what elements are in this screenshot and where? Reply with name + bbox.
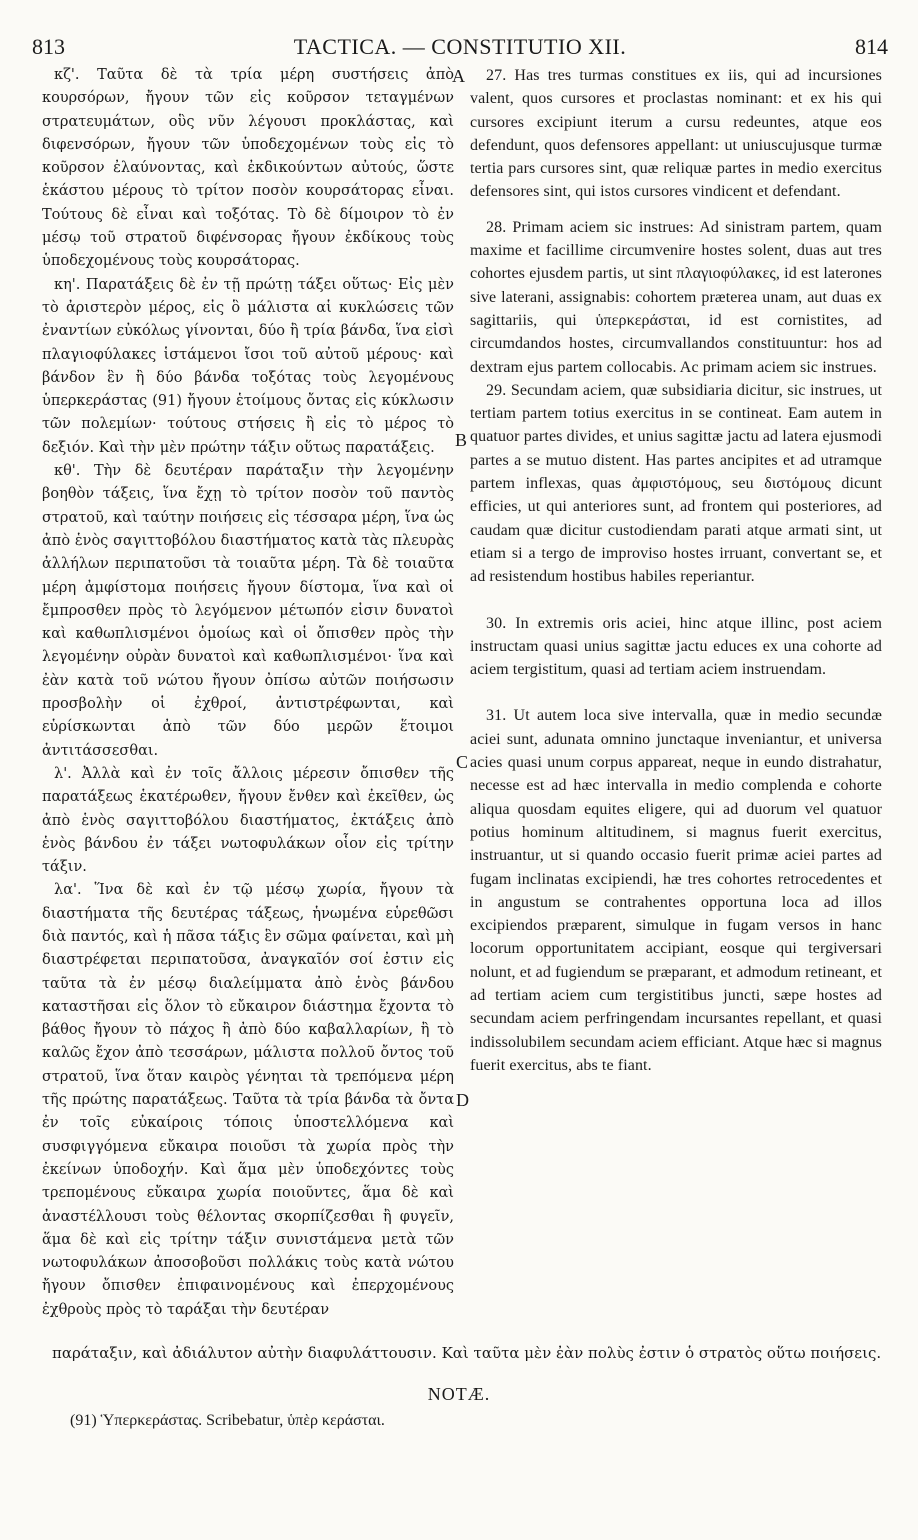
latin-paragraph-28: 28. Primam aciem sic instrues: Ad sinistram partem, quam maxime et facillime circumvenire hostes solent, duas aut tres cohortes ejusdem partis, ut sint πλαγιοφύλακες, id est laterones sive laterani, assignabis: cohortem præterea unam, aut duas ex sagittariis, qui ὑπερκεράσται, id est cornistites, ad circumdandos hostes, circumvallandos constituuntur: hos ad dextram ejus partem collocabis. Ac primam aciem sic instrues. <box>470 218 882 376</box>
page-number-right: 814 <box>855 34 888 59</box>
margin-marker-d: D <box>456 1090 469 1110</box>
margin-marker-c: C <box>456 752 469 772</box>
page-number-left: 813 <box>32 34 65 59</box>
latin-column <box>470 64 882 1077</box>
greek-paragraph-30: λ'. Ἀλλὰ καὶ ἐν τοῖς ἄλλοις μέρεσιν ὄπισθεν τῆς παρατάξεως ἑκατέρωθεν, ἤγουν ἔνθεν καὶ ἐκεῖθεν, ὡς ἀπὸ ἑνὸς σαγιττοβόλου διαστήματος, ἐκτάξεις ἀπὸ ἑνὸς βάνδου ἐν τάξει νωτοφυλάκων οἷον εἰς τρίτην τάξιν. <box>42 765 454 876</box>
greek-paragraph-29: κθ'. Τὴν δὲ δευτέραν παράταξιν τὴν λεγομένην βοηθὸν τάξεις, ἵνα ἔχῃ τὸ τρίτον ποσὸν τοῦ παντὸς στρατοῦ, καὶ ταύτην ποιήσεις εἰς τέσσαρα μέρη, ἵνα ὡς ἀπὸ ἑνὸς σαγιττοβόλου διαστήματος κατὰ τὰς πλευρὰς ἀλλήλων περιπατοῦσι τὰ τοιαῦτα μέρη. Τὰ δὲ τοιαῦτα μέρη ἀμφίστομα ποιήσεις ἤγουν δίστομα, ἵνα καὶ οἱ ἔμπροσθεν πρὸς τὸ λεγόμενον μέτωπόν εἰσιν δυνατοὶ καὶ καθωπλισμένοι ὁμοίως καὶ οἱ ὄπισθεν πρὸς τὴν λεγομένην οὐρὰν δυνατοὶ καὶ καθωπλισμένοι· ἵνα καὶ ἐὰν κατὰ τοῦ νώτου ἤγουν ὀπίσω αὐτῶν ποιήσωσιν προσβολὴν οἱ ἐχθροί, ἀντιστρέφωνται, καὶ εὑρίσκωνται ἀπὸ τῶν δύο μερῶν ἕτοιμοι ἀντιτάσσεσθαι. <box>42 463 454 759</box>
latin-paragraph-31: 31. Ut autem loca sive intervalla, quæ in medio secundæ aciei sunt, adunata omnino junctaque inveniantur, et universa acies quasi unum corpus appareat, neque in eundo distrahatur, necesse est ad hæc intervalla in medio complenda e cohorte aliqua quosdam equites eligere, qui ad duorum vel quatuor potius hominum altitudinem, si magnus fuerit exercitus, instruantur, ut si quando occasio fuerit primæ aciei partes ad fugam inclinatas excipiendi, hæ tres cohortes retrocedentes et in angustum se contrahentes opportuna loca ad illos excipiendos præparent, simulque in fugam versos in hanc locorum opportunitatem accipiant, eosque qui tergiversari nolunt, et ad fugiendum se præparant, et admodum retineant, et ad tertiam aciem cum tergistitibus juncti, sæpe hostes ad secundam aciem perfringendam incursantes repellant, et quasi indissolubilem secundam aciem efficiant. Atque hæc si magnus fuerit exercitus, abs te fiant. <box>470 707 882 1074</box>
note-91: (91) Ὑπερκεράστας. Scribebatur, ὑπὲρ κεράσται. <box>70 1412 385 1429</box>
greek-paragraph-27: κζ'. Ταῦτα δὲ τὰ τρία μέρη συστήσεις ἀπὸ κουρσόρων, ἤγουν τῶν εἰς κοῦρσον τεταγμένων στρατευμάτων, οὓς νῦν λέγουσι προκλάστας, καὶ διφενσόρων, ἤγουν τῶν ὑποδεχομένων τοὺς εἰς τὸ κοῦρσον ἐλαύνοντας, καὶ ἐκδικούντων αὐτούς, ὥστε ἑκάστου μέρους τὸ τρίτον ποσὸν κουρσάτορας εἶναι. Τούτους δὲ εἶναι καὶ τοξότας. Τὸ δὲ δίμοιρον τὸ ἐν μέσῳ τοῦ στρατοῦ διφένσορας ἤγουν ἐκδίκους τοὺς ὑποδεχομένους τοὺς κουρσάτορας. <box>42 67 454 270</box>
latin-paragraph-30: 30. In extremis oris aciei, hinc atque illinc, post aciem instructam quasi unius sagittæ jactu educes ex una cohorte ad aciem tergistitum, quasi ad tertiam aciem instruendam. <box>470 614 882 679</box>
page-header <box>32 34 888 64</box>
notes-heading: NOTÆ. <box>427 1384 491 1404</box>
latin-paragraph-27: 27. Has tres turmas constitues ex iis, qui ad incursiones valent, quos cursores et proclastas nominant: et ex his qui cursores excipiunt iterum a cursu redeuntes, atque eos defendunt, quos defensores appellant: ut uniuscujusque turmæ tertia pars cursores sint, quæ reliquæ partes in medio exercitus defensores sint, qui istos cursores vindicent et defendant. <box>470 67 882 201</box>
greek-paragraph-28: κη'. Παρατάξεις δὲ ἐν τῇ πρώτῃ τάξει οὕτως· Εἰς μὲν τὸ ἀριστερὸν μέρος, εἰς ὃ μάλιστα αἱ κυκλώσεις τῶν ἐναντίων εὐκόλως γίνονται, δύο ἢ τρία βάνδα, ἵνα εἰσὶ πλαγιοφύλακες ἱστάμενοι ἴσοι τοῦ αὐτοῦ μέρους· καὶ βάνδον ἓν ἢ δύο βάνδα τοξότας τοὺς λεγομένους ὑπερκεράστας (91) ἤγουν ἑτοίμους ὄντας εἰς κύκλωσιν τῶν πολεμίων· τούτους στήσεις ἢ εἰς τὸ μέρος τὸ δεξιόν. Καὶ τὴν μὲν πρώτην τάξιν οὕτως παρατάξεις. <box>42 276 454 456</box>
running-title: TACTICA. — CONSTITUTIO XII. <box>293 34 627 59</box>
latin-paragraph-29: 29. Secundam aciem, quæ subsidiaria dicitur, sic instrues, ut tertiam partem totius exercitus in se contineat. Eam autem in quatuor partes divides, et unius sagittæ jactu ad latera ejusmodi partes a se mutuo distent. Has partes ancipites et ad utramque partem inflexas, quas ἀμφιστόμους, seu διστόμους dicunt efficies, ut qui anteriores sunt, ad frontem qui posteriores, ad caudam quæ dicitur custodiendam parati atque armati sint, ut etiam si a tergo de improviso hostes irruant, convertant se, et ad resistendum hostibus habiles reperiantur. <box>470 381 882 586</box>
greek-column <box>42 64 454 1322</box>
full-width-line: παράταξιν, καὶ ἀδιάλυτον αὐτὴν διαφυλάττουσιν. Καὶ ταῦτα μὲν ἐὰν πολὺς ἐστιν ὁ στρατὸς οὕτω ποιήσεις. <box>52 1344 882 1362</box>
greek-paragraph-31: λα'. Ἵνα δὲ καὶ ἐν τῷ μέσῳ χωρία, ἤγουν τὰ διαστήματα τῆς δευτέρας τάξεως, ἡνωμένα εὑρεθῶσι διὰ παντός, καὶ ἡ πᾶσα τάξις ἓν σῶμα φαίνεται, καὶ μὴ διαστρέφεται περιπατοῦσα, ἀναγκαῖόν σοί ἐστιν εἰς ταῦτα τὰ ἐν μέσῳ διαλείμματα ἀπὸ ἑνὸς βάνδου καταστῆσαι εἰς ὅλον τὸ εὔκαιρον διάστημα ἔχοντα τὸ βάθος ἤγουν τὸ πάχος ἢ ἀπὸ δύο καβαλλαρίων, ἢ τὸ καλῶς ἔχον ἀπὸ τεσσάρων, μάλιστα πολλοῦ ὄντος τοῦ στρατοῦ, ἵνα ὅταν καιρὸς γένηται τὰ τρεπόμενα μέρη τῆς πρώτης παρατάξεως. Ταῦτα τὰ τρία βάνδα τὰ ὄντα ἐν τοῖς εὐκαίροις τόποις ὑποστελλόμενα καὶ συσφιγγόμενα εὔκαιρα ποιοῦσι τὰ χωρία πρὸς τὴν ἐκείνων ὑποδοχήν. Καὶ ἅμα μὲν ὑποδεχόντες τοὺς τρεπομένους εὔκαιρα χωρία ποιοῦντες, ἅμα δὲ καὶ ἀναστέλλουσι τοὺς θέλοντας σκορπίζεσθαι ἢ φυγεῖν, ἅμα δὲ καὶ εἰς τρίτην τάξιν συνιστάμενα μετὰ τῶν νωτοφυλάκων ἀποσοβοῦσι πολλάκις τοὺς κατὰ νώτου ἤγουν ὄπισθεν ἐπιφαινομένους καὶ ἐπερχομένους ἐχθροὺς πρὸς τὸ ταράξαι τὴν δευτέραν <box>42 882 454 1318</box>
margin-marker-b: B <box>455 430 468 450</box>
margin-marker-a: A <box>452 66 465 86</box>
